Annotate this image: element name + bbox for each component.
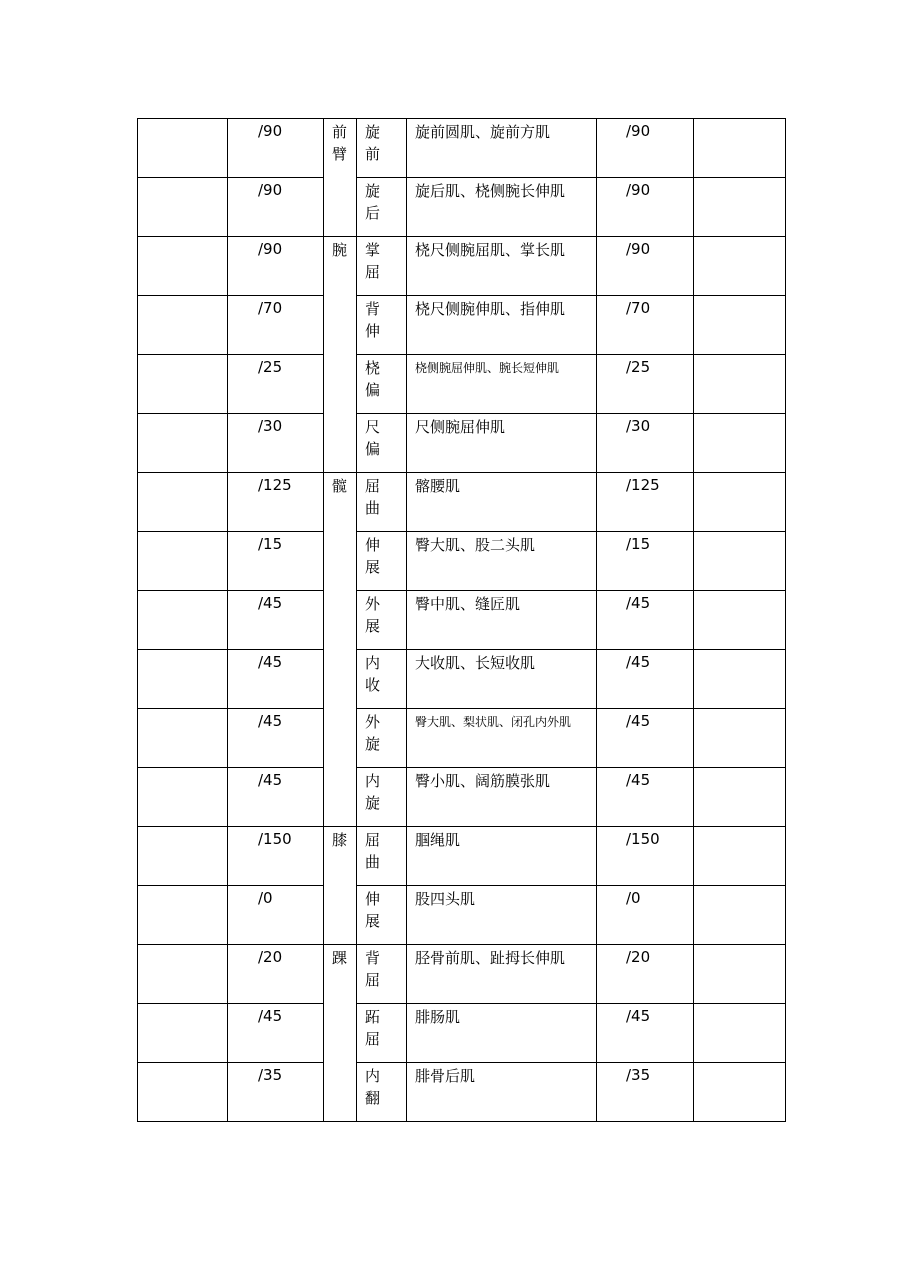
motion-cell xyxy=(357,1063,407,1122)
left-rom-value: /150 xyxy=(228,827,324,886)
motion-name: 伸展 xyxy=(365,536,381,576)
motion-cell xyxy=(357,709,407,768)
motion-cell xyxy=(357,355,407,414)
blank-cell-left xyxy=(138,827,228,886)
blank-cell-left xyxy=(138,886,228,945)
left-rom-value: /30 xyxy=(228,414,324,473)
muscles-cell: 腓骨后肌 xyxy=(407,1063,597,1122)
blank-cell-left xyxy=(138,591,228,650)
motion-name: 屈曲 xyxy=(365,831,381,871)
blank-cell-left xyxy=(138,414,228,473)
blank-cell-right xyxy=(694,473,786,532)
table-row xyxy=(138,237,786,296)
table-row xyxy=(138,532,786,591)
left-rom-value: /20 xyxy=(228,945,324,1004)
muscles-cell: 大收肌、长短收肌 xyxy=(407,650,597,709)
motion-cell xyxy=(357,296,407,355)
table-row xyxy=(138,945,786,1004)
motion-name: 内翻 xyxy=(365,1067,381,1107)
motion-cell xyxy=(357,414,407,473)
table-row xyxy=(138,296,786,355)
motion-cell xyxy=(357,768,407,827)
table-row xyxy=(138,650,786,709)
motion-cell xyxy=(357,650,407,709)
motion-name: 屈曲 xyxy=(365,477,381,517)
right-rom-value: /15 xyxy=(597,532,694,591)
blank-cell-right xyxy=(694,650,786,709)
motion-name: 外旋 xyxy=(365,713,381,753)
blank-cell-right xyxy=(694,1004,786,1063)
blank-cell-right xyxy=(694,237,786,296)
left-rom-value: /45 xyxy=(228,591,324,650)
blank-cell-left xyxy=(138,768,228,827)
motion-cell xyxy=(357,945,407,1004)
blank-cell-right xyxy=(694,296,786,355)
joint-name-cell xyxy=(324,119,357,237)
blank-cell-right xyxy=(694,886,786,945)
motion-name: 桡偏 xyxy=(365,359,381,399)
blank-cell-right xyxy=(694,768,786,827)
blank-cell-left xyxy=(138,945,228,1004)
table-row xyxy=(138,355,786,414)
right-rom-value: /90 xyxy=(597,237,694,296)
right-rom-value: /25 xyxy=(597,355,694,414)
table-row xyxy=(138,709,786,768)
left-rom-value: /90 xyxy=(228,119,324,178)
blank-cell-right xyxy=(694,532,786,591)
blank-cell-left xyxy=(138,650,228,709)
right-rom-value: /20 xyxy=(597,945,694,1004)
blank-cell-right xyxy=(694,591,786,650)
right-rom-value: /35 xyxy=(597,1063,694,1122)
table-row xyxy=(138,827,786,886)
blank-cell-left xyxy=(138,296,228,355)
left-rom-value: /45 xyxy=(228,768,324,827)
joint-name: 膝 xyxy=(332,831,348,849)
motion-name: 掌屈 xyxy=(365,241,381,281)
blank-cell-left xyxy=(138,355,228,414)
joint-name: 踝 xyxy=(332,949,348,967)
blank-cell-left xyxy=(138,119,228,178)
joint-name: 髋 xyxy=(332,477,348,495)
blank-cell-left xyxy=(138,1063,228,1122)
blank-cell-right xyxy=(694,827,786,886)
muscles-cell: 尺侧腕屈伸肌 xyxy=(407,414,597,473)
joint-name-cell xyxy=(324,473,357,827)
blank-cell-left xyxy=(138,532,228,591)
motion-name: 旋前 xyxy=(365,123,381,163)
blank-cell-left xyxy=(138,237,228,296)
table-row xyxy=(138,886,786,945)
blank-cell-right xyxy=(694,1063,786,1122)
right-rom-value: /90 xyxy=(597,119,694,178)
right-rom-value: /90 xyxy=(597,178,694,237)
motion-name: 跖屈 xyxy=(365,1008,381,1048)
motion-name: 外展 xyxy=(365,595,381,635)
joint-name-cell xyxy=(324,945,357,1122)
muscles-cell: 腓肠肌 xyxy=(407,1004,597,1063)
blank-cell-right xyxy=(694,945,786,1004)
muscles-cell: 桡尺侧腕屈肌、掌长肌 xyxy=(407,237,597,296)
left-rom-value: /35 xyxy=(228,1063,324,1122)
joint-name: 腕 xyxy=(332,241,348,259)
left-rom-value: /45 xyxy=(228,709,324,768)
table-row xyxy=(138,473,786,532)
table-row xyxy=(138,768,786,827)
blank-cell-right xyxy=(694,355,786,414)
motion-name: 旋后 xyxy=(365,182,381,222)
table-row xyxy=(138,119,786,178)
right-rom-value: /0 xyxy=(597,886,694,945)
table-row xyxy=(138,591,786,650)
motion-cell xyxy=(357,178,407,237)
right-rom-value: /150 xyxy=(597,827,694,886)
blank-cell-right xyxy=(694,709,786,768)
table-row xyxy=(138,414,786,473)
motion-name: 伸展 xyxy=(365,890,381,930)
muscles-cell: 髂腰肌 xyxy=(407,473,597,532)
muscles-cell: 旋后肌、桡侧腕长伸肌 xyxy=(407,178,597,237)
motion-cell xyxy=(357,1004,407,1063)
motion-cell xyxy=(357,827,407,886)
blank-cell-right xyxy=(694,119,786,178)
table-row xyxy=(138,1063,786,1122)
muscles-cell: 臀大肌、股二头肌 xyxy=(407,532,597,591)
muscles-cell: 桡侧腕屈伸肌、腕长短伸肌 xyxy=(407,355,597,414)
table-row xyxy=(138,178,786,237)
right-rom-value: /45 xyxy=(597,1004,694,1063)
right-rom-value: /45 xyxy=(597,768,694,827)
muscles-cell: 桡尺侧腕伸肌、指伸肌 xyxy=(407,296,597,355)
motion-name: 内收 xyxy=(365,654,381,694)
motion-name: 尺偏 xyxy=(365,418,381,458)
table-row xyxy=(138,1004,786,1063)
joint-name-cell xyxy=(324,827,357,945)
right-rom-value: /45 xyxy=(597,709,694,768)
right-rom-value: /45 xyxy=(597,591,694,650)
left-rom-value: /25 xyxy=(228,355,324,414)
joint-name-cell xyxy=(324,237,357,473)
muscles-cell: 旋前圆肌、旋前方肌 xyxy=(407,119,597,178)
muscles-cell: 腘绳肌 xyxy=(407,827,597,886)
left-rom-value: /125 xyxy=(228,473,324,532)
right-rom-value: /30 xyxy=(597,414,694,473)
motion-cell xyxy=(357,237,407,296)
motion-name: 背屈 xyxy=(365,949,381,989)
left-rom-value: /45 xyxy=(228,650,324,709)
right-rom-value: /45 xyxy=(597,650,694,709)
left-rom-value: /70 xyxy=(228,296,324,355)
motion-cell xyxy=(357,532,407,591)
blank-cell-left xyxy=(138,473,228,532)
muscles-cell: 股四头肌 xyxy=(407,886,597,945)
motion-name: 内旋 xyxy=(365,772,381,812)
muscles-cell: 胫骨前肌、趾拇长伸肌 xyxy=(407,945,597,1004)
muscles-cell: 臀小肌、阔筋膜张肌 xyxy=(407,768,597,827)
left-rom-value: /0 xyxy=(228,886,324,945)
right-rom-value: /70 xyxy=(597,296,694,355)
table-body xyxy=(138,119,786,1122)
motion-cell xyxy=(357,473,407,532)
left-rom-value: /45 xyxy=(228,1004,324,1063)
blank-cell-left xyxy=(138,178,228,237)
range-of-motion-table xyxy=(137,118,786,1122)
blank-cell-right xyxy=(694,178,786,237)
joint-name: 前臂 xyxy=(332,123,348,163)
muscles-cell: 臀大肌、梨状肌、闭孔内外肌 xyxy=(407,709,597,768)
motion-cell xyxy=(357,119,407,178)
right-rom-value: /125 xyxy=(597,473,694,532)
muscles-cell: 臀中肌、缝匠肌 xyxy=(407,591,597,650)
blank-cell-left xyxy=(138,1004,228,1063)
left-rom-value: /90 xyxy=(228,178,324,237)
motion-cell xyxy=(357,591,407,650)
motion-name: 背伸 xyxy=(365,300,381,340)
blank-cell-right xyxy=(694,414,786,473)
motion-cell xyxy=(357,886,407,945)
left-rom-value: /90 xyxy=(228,237,324,296)
left-rom-value: /15 xyxy=(228,532,324,591)
blank-cell-left xyxy=(138,709,228,768)
